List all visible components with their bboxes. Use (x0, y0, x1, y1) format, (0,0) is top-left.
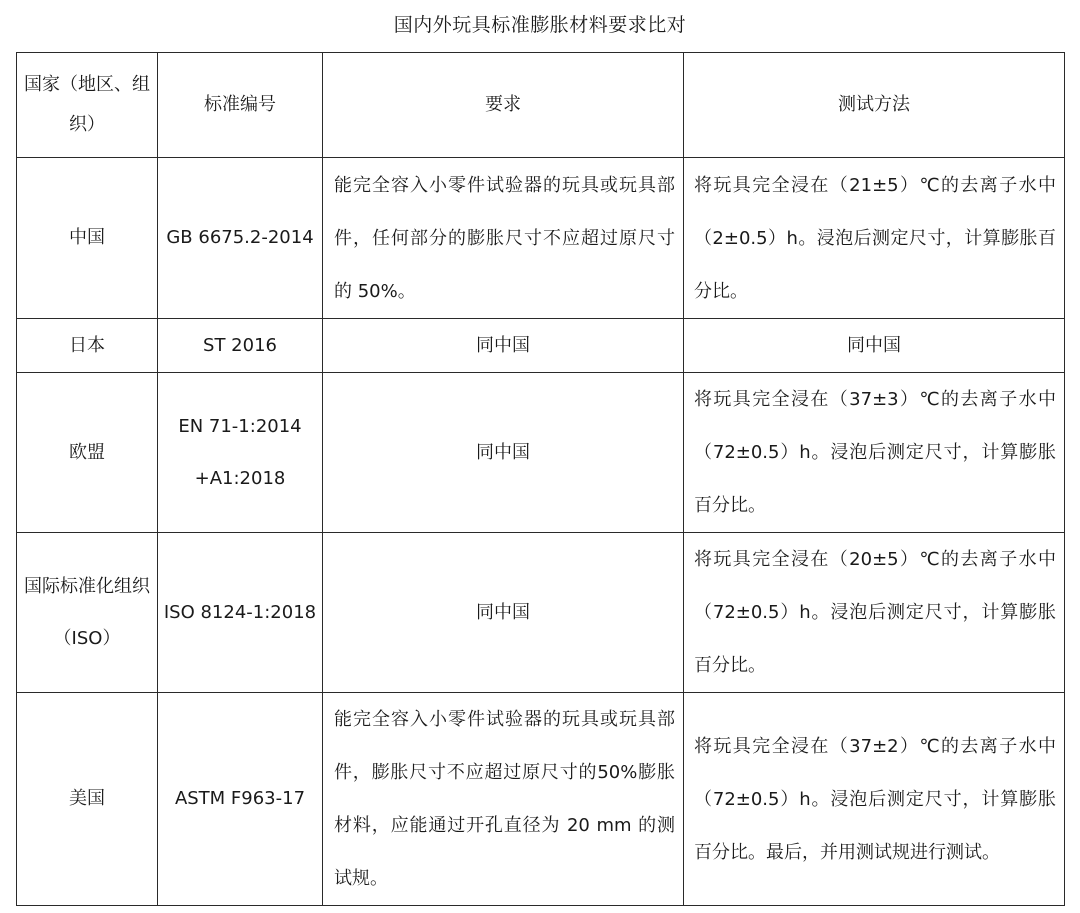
cell-method: 将玩具完全浸在（37±3）℃的去离子水中（72±0.5）h。浸泡后测定尺寸，计算膨胀百分比。 (684, 373, 1065, 533)
table-row (17, 373, 1065, 533)
cell-standard: EN 71-1:2014 +A1:2018 (158, 373, 323, 533)
cell-country: 国际标准化组织（ISO） (17, 533, 158, 693)
table-row (17, 693, 1065, 906)
cell-country: 中国 (17, 158, 158, 319)
cell-standard: GB 6675.2-2014 (158, 158, 323, 319)
cell-requirement: 能完全容入小零件试验器的玩具或玩具部件，膨胀尺寸不应超过原尺寸的50%膨胀材料，应能通过开孔直径为 20 mm 的测试规。 (323, 693, 684, 906)
cell-country: 日本 (17, 319, 158, 373)
header-requirement: 要求 (323, 53, 684, 158)
cell-method: 将玩具完全浸在（37±2）℃的去离子水中（72±0.5）h。浸泡后测定尺寸，计算膨胀百分比。最后，并用测试规进行测试。 (684, 693, 1065, 906)
cell-requirement: 同中国 (323, 373, 684, 533)
standards-comparison-table (16, 52, 1065, 906)
header-method: 测试方法 (684, 53, 1065, 158)
cell-country: 欧盟 (17, 373, 158, 533)
table-row (17, 319, 1065, 373)
header-standard: 标准编号 (158, 53, 323, 158)
cell-standard: ST 2016 (158, 319, 323, 373)
cell-requirement: 同中国 (323, 319, 684, 373)
cell-method: 将玩具完全浸在（20±5）℃的去离子水中（72±0.5）h。浸泡后测定尺寸，计算膨胀百分比。 (684, 533, 1065, 693)
table-row (17, 158, 1065, 319)
header-country: 国家（地区、组织） (17, 53, 158, 158)
table-header-row (17, 53, 1065, 158)
cell-requirement: 同中国 (323, 533, 684, 693)
document-title: 国内外玩具标准膨胀材料要求比对 (393, 14, 687, 36)
cell-country: 美国 (17, 693, 158, 906)
cell-standard: ISO 8124-1:2018 (158, 533, 323, 693)
cell-standard: ASTM F963-17 (158, 693, 323, 906)
cell-requirement: 能完全容入小零件试验器的玩具或玩具部件，任何部分的膨胀尺寸不应超过原尺寸的 50%。 (323, 158, 684, 319)
cell-method: 将玩具完全浸在（21±5）℃的去离子水中（2±0.5）h。浸泡后测定尺寸，计算膨胀百分比。 (684, 158, 1065, 319)
cell-method: 同中国 (684, 319, 1065, 373)
table-row (17, 533, 1065, 693)
